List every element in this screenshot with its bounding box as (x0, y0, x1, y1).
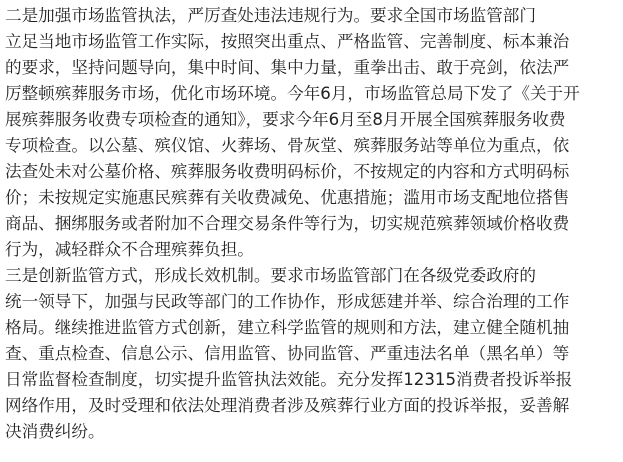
paragraph-line: 统一领导下，加强与民政等部门的工作协作，形成惩建并举、综合治理的工作 (5, 292, 570, 311)
paragraph-line: 价；未按规定实施惠民殡葬有关收费减免、优惠措施；滥用市场支配地位搭售 (5, 188, 570, 207)
paragraph-line: 厉整顿殡葬服务市场，优化市场环境。今年6月，市场监管总局下发了《关于开 (5, 84, 580, 103)
paragraph-line: 行为，减轻群众不合理殡葬负担。 (5, 240, 254, 259)
paragraph-line: 决消费纠纷。 (5, 422, 105, 441)
paragraph-line: 格局。继续推进监管方式创新，建立科学监管的规则和方法，建立健全随机抽 (5, 318, 570, 337)
paragraph-line: 商品、捆绑服务或者附加不合理交易条件等行为，切实规范殡葬领域价格收费 (5, 214, 570, 233)
paragraph-line: 网络作用，及时受理和依法处理消费者涉及殡葬行业方面的投诉举报，妥善解 (5, 396, 570, 415)
paragraph-line: 专项检查。以公墓、殡仪馆、火葬场、骨灰堂、殡葬服务站等单位为重点，依 (5, 136, 570, 155)
paragraph-line: 日常监督检查制度，切实提升监管执法效能。充分发挥12315消费者投诉举报 (5, 370, 573, 389)
paragraph-line: 展殡葬服务收费专项检查的通知》，要求今年6月至8月开展全国殡葬服务收费 (5, 110, 566, 129)
paragraph-line: 二是加强市场监管执法，严厉查处违法违规行为。要求全国市场监管部门 (5, 6, 536, 25)
paragraph-line: 法查处未对公墓价格、殡葬服务收费明码标价，不按规定的内容和方式明码标 (5, 162, 570, 181)
paragraph-line: 三是创新监管方式，形成长效机制。要求市场监管部门在各级党委政府的 (5, 266, 536, 285)
paragraph-line: 的要求，坚持问题导向，集中时间、集中力量，重拳出击、敢于亮剑，依法严 (5, 58, 570, 77)
paragraph-line: 立足当地市场监管工作实际，按照突出重点、严格监管、完善制度、标本兼治 (5, 32, 570, 51)
paragraph-line: 查、重点检查、信息公示、信用监管、协同监管、严重违法名单（黑名单）等 (5, 344, 570, 363)
